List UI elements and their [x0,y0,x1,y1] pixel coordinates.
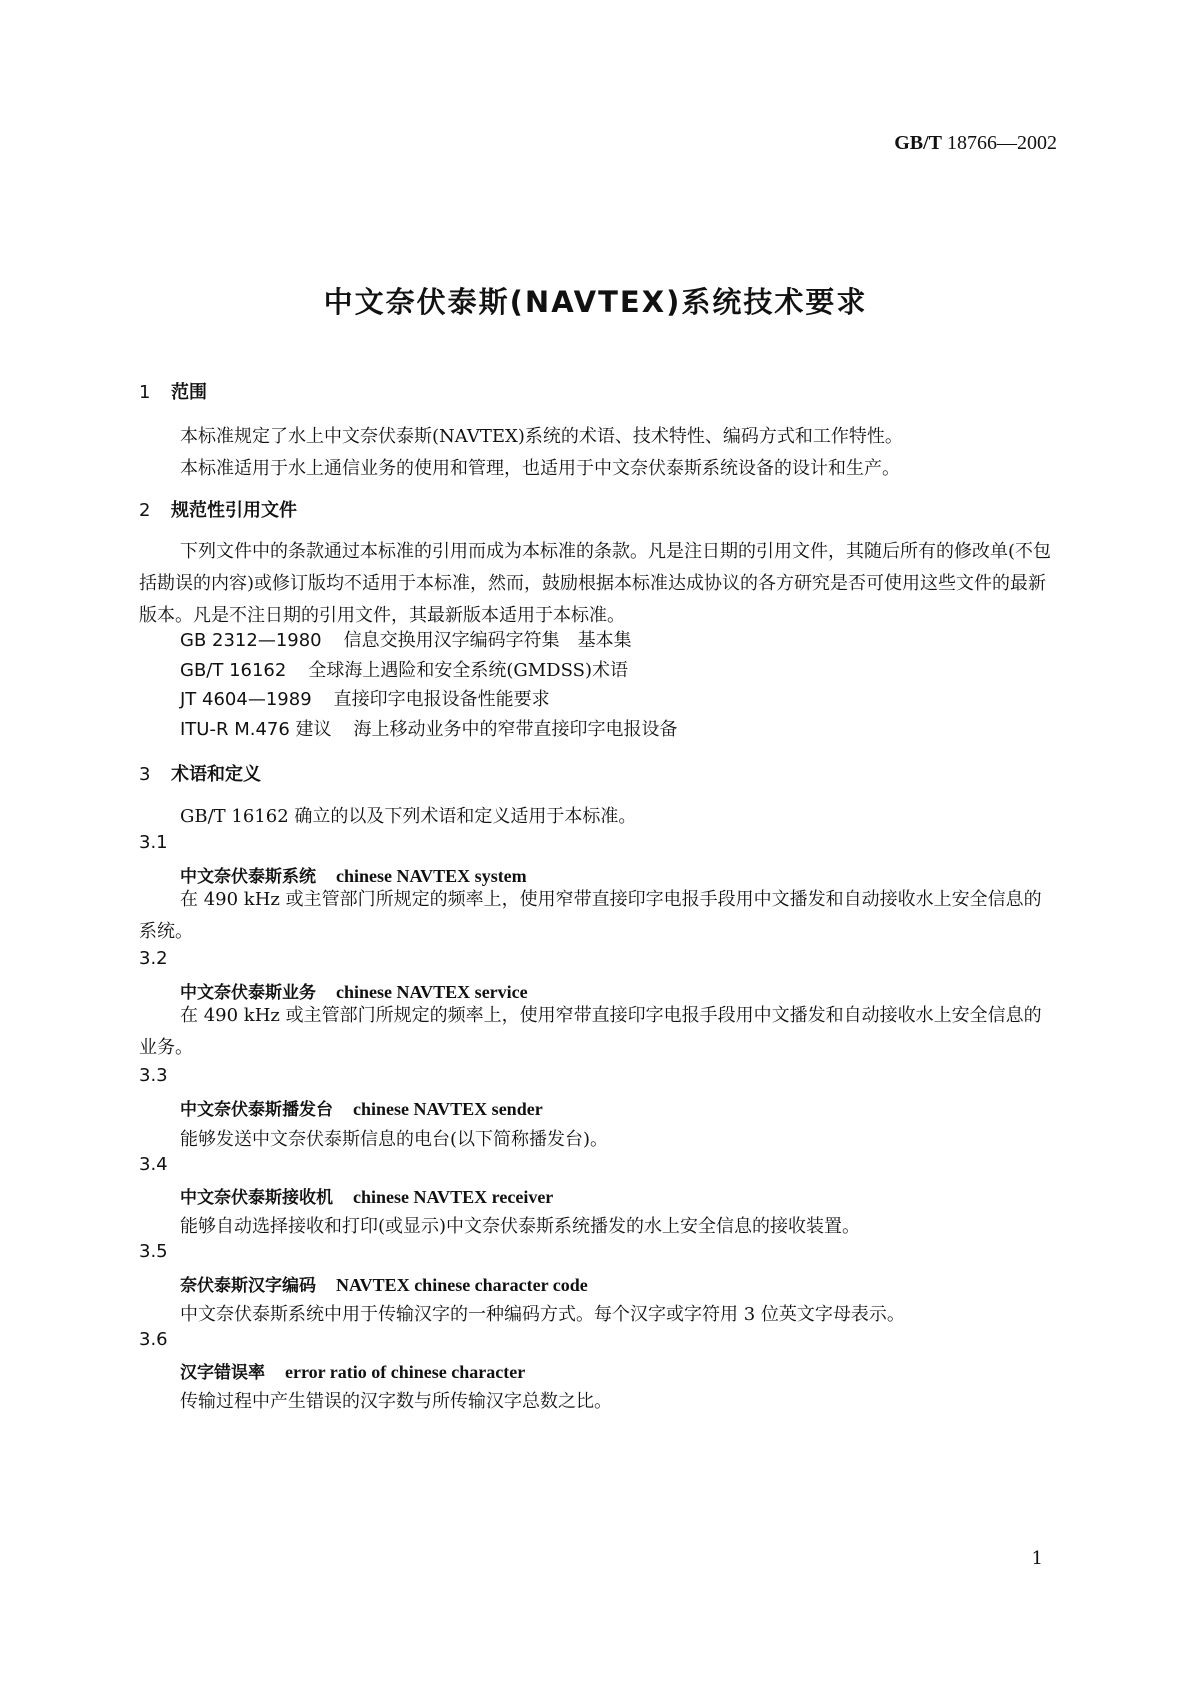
section-3-heading [139,760,261,786]
term-chinese: 中文奈伏泰斯播发台 [180,1100,333,1120]
section-number: 3 [139,764,151,785]
term-english: NAVTEX chinese character code [336,1275,588,1295]
section-number: 1 [139,382,151,403]
section-title: 规范性引用文件 [171,500,297,521]
reference-code: ITU-R M.476 建议 [180,719,332,740]
page-number: 1 [1031,1548,1043,1569]
term-heading [180,1095,543,1120]
term-english: chinese NAVTEX service [336,982,528,1002]
reference-item [180,715,678,741]
reference-title: 全球海上遇险和安全系统(GMDSS)术语 [308,660,628,681]
standard-number: 18766—2002 [947,132,1057,154]
section-2-intro: 下列文件中的条款通过本标准的引用而成为本标准的条款。凡是注日期的引用文件，其随后所有的修改单(不包括勘误的内容)或修订版均不适用于本标准，然而，鼓励根据本标准达成协议的各方研究是否可使用这些文件的最新版本。凡是不注日期的引用文件，其最新版本适用于本标准。 [139,541,1052,626]
reference-item [180,626,632,652]
section-title: 范围 [171,382,207,403]
section-number: 2 [139,500,151,521]
term-chinese: 奈伏泰斯汉字编码 [180,1276,316,1296]
term-heading [180,1183,553,1208]
standard-prefix: GB/T [894,132,942,154]
term-heading [180,1358,525,1383]
term-english: chinese NAVTEX sender [353,1099,543,1119]
reference-item [180,685,550,711]
term-number: 3.1 [139,832,168,853]
term-definition: 能够发送中文奈伏泰斯信息的电台(以下简称播发台)。 [180,1129,609,1150]
reference-code: JT 4604—1989 [180,689,312,710]
term-chinese: 汉字错误率 [180,1363,265,1383]
reference-title: 海上移动业务中的窄带直接印字电报设备 [353,719,678,740]
document-title: 中文奈伏泰斯(NAVTEX)系统技术要求 [323,285,868,319]
term-definition: 能够自动选择接收和打印(或显示)中文奈伏泰斯系统播发的水上安全信息的接收装置。 [180,1216,861,1237]
reference-item [180,656,628,682]
section-1-heading [139,378,207,404]
term-number: 3.5 [139,1241,168,1262]
section-3-intro: GB/T 16162 确立的以及下列术语和定义适用于本标准。 [180,806,637,827]
term-number: 3.4 [139,1154,168,1175]
term-definition: 传输过程中产生错误的汉字数与所传输汉字总数之比。 [180,1391,612,1412]
section-title: 术语和定义 [171,764,261,785]
section-1-paragraph-1: 本标准规定了水上中文奈伏泰斯(NAVTEX)系统的术语、技术特性、编码方式和工作特性。 [180,426,903,447]
term-definition: 中文奈伏泰斯系统中用于传输汉字的一种编码方式。每个汉字或字符用 3 位英文字母表示。 [180,1304,905,1325]
reference-title: 直接印字电报设备性能要求 [333,689,550,710]
term-english: chinese NAVTEX system [336,866,527,886]
term-definition: 在 490 kHz 或主管部门所规定的频率上，使用窄带直接印字电报手段用中文播发和自动接收水上安全信息的业务。 [139,1005,1042,1058]
reference-title: 信息交换用汉字编码字符集 基本集 [343,630,632,651]
section-2-heading [139,496,297,522]
term-english: error ratio of chinese character [285,1362,526,1382]
term-heading [180,1271,588,1296]
term-number: 3.3 [139,1065,168,1086]
standard-code [894,132,1057,155]
reference-code: GB/T 16162 [180,660,287,681]
term-definition: 在 490 kHz 或主管部门所规定的频率上，使用窄带直接印字电报手段用中文播发和自动接收水上安全信息的系统。 [139,889,1042,942]
section-1-paragraph-2: 本标准适用于水上通信业务的使用和管理，也适用于中文奈伏泰斯系统设备的设计和生产。 [180,458,900,479]
term-english: chinese NAVTEX receiver [353,1187,554,1207]
term-number: 3.2 [139,948,168,969]
term-chinese: 中文奈伏泰斯业务 [180,983,316,1003]
term-chinese: 中文奈伏泰斯系统 [180,867,316,887]
reference-code: GB 2312—1980 [180,630,322,651]
term-chinese: 中文奈伏泰斯接收机 [180,1188,333,1208]
term-number: 3.6 [139,1329,168,1350]
